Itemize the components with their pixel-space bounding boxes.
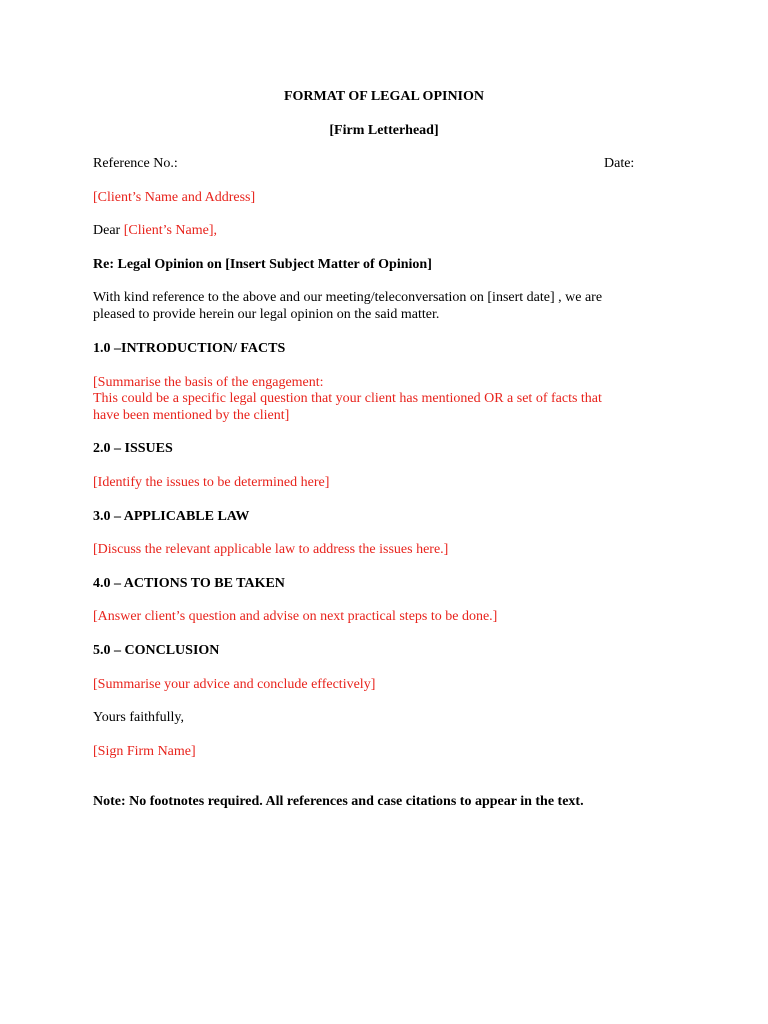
subject-line: Re: Legal Opinion on [Insert Subject Matter of Opinion] bbox=[93, 257, 432, 272]
section-heading-introduction: 1.0 –INTRODUCTION/ FACTS bbox=[93, 341, 286, 356]
date-label: Date: bbox=[604, 156, 635, 171]
section-introduction-line-3: have been mentioned by the client] bbox=[93, 408, 290, 423]
section-introduction-line-1: [Summarise the basis of the engagement: bbox=[93, 375, 324, 390]
section-heading-applicable-law: 3.0 – APPLICABLE LAW bbox=[93, 509, 250, 524]
client-name-address: [Client’s Name and Address] bbox=[93, 190, 256, 205]
section-issues-text: [Identify the issues to be determined here] bbox=[93, 475, 330, 490]
closing-line: Yours faithfully, bbox=[93, 710, 185, 725]
section-applicable-law-text: [Discuss the relevant applicable law to address the issues here.] bbox=[93, 542, 449, 557]
signature-placeholder: [Sign Firm Name] bbox=[93, 744, 196, 759]
section-heading-issues: 2.0 – ISSUES bbox=[93, 441, 173, 456]
intro-paragraph-line-2: pleased to provide herein our legal opinion on the said matter. bbox=[93, 307, 440, 322]
salutation bbox=[93, 222, 217, 239]
reference-number-label: Reference No.: bbox=[93, 156, 178, 171]
section-actions-text: [Answer client’s question and advise on next practical steps to be done.] bbox=[93, 609, 498, 624]
section-introduction-line-2: This could be a specific legal question that your client has mentioned OR a set of facts that bbox=[93, 391, 602, 406]
footnote-note: Note: No footnotes required. All references and case citations to appear in the text. bbox=[93, 794, 584, 809]
intro-paragraph-line-1: With kind reference to the above and our meeting/teleconversation on [insert date] , we are bbox=[93, 290, 603, 305]
salutation-client-name: [Client’s Name], bbox=[123, 223, 218, 238]
section-heading-conclusion: 5.0 – CONCLUSION bbox=[93, 643, 220, 658]
firm-letterhead: [Firm Letterhead] bbox=[329, 123, 439, 138]
salutation-prefix: Dear bbox=[93, 223, 124, 238]
section-heading-actions: 4.0 – ACTIONS TO BE TAKEN bbox=[93, 576, 285, 591]
section-conclusion-text: [Summarise your advice and conclude effectively] bbox=[93, 677, 376, 692]
document-title: FORMAT OF LEGAL OPINION bbox=[283, 89, 485, 104]
